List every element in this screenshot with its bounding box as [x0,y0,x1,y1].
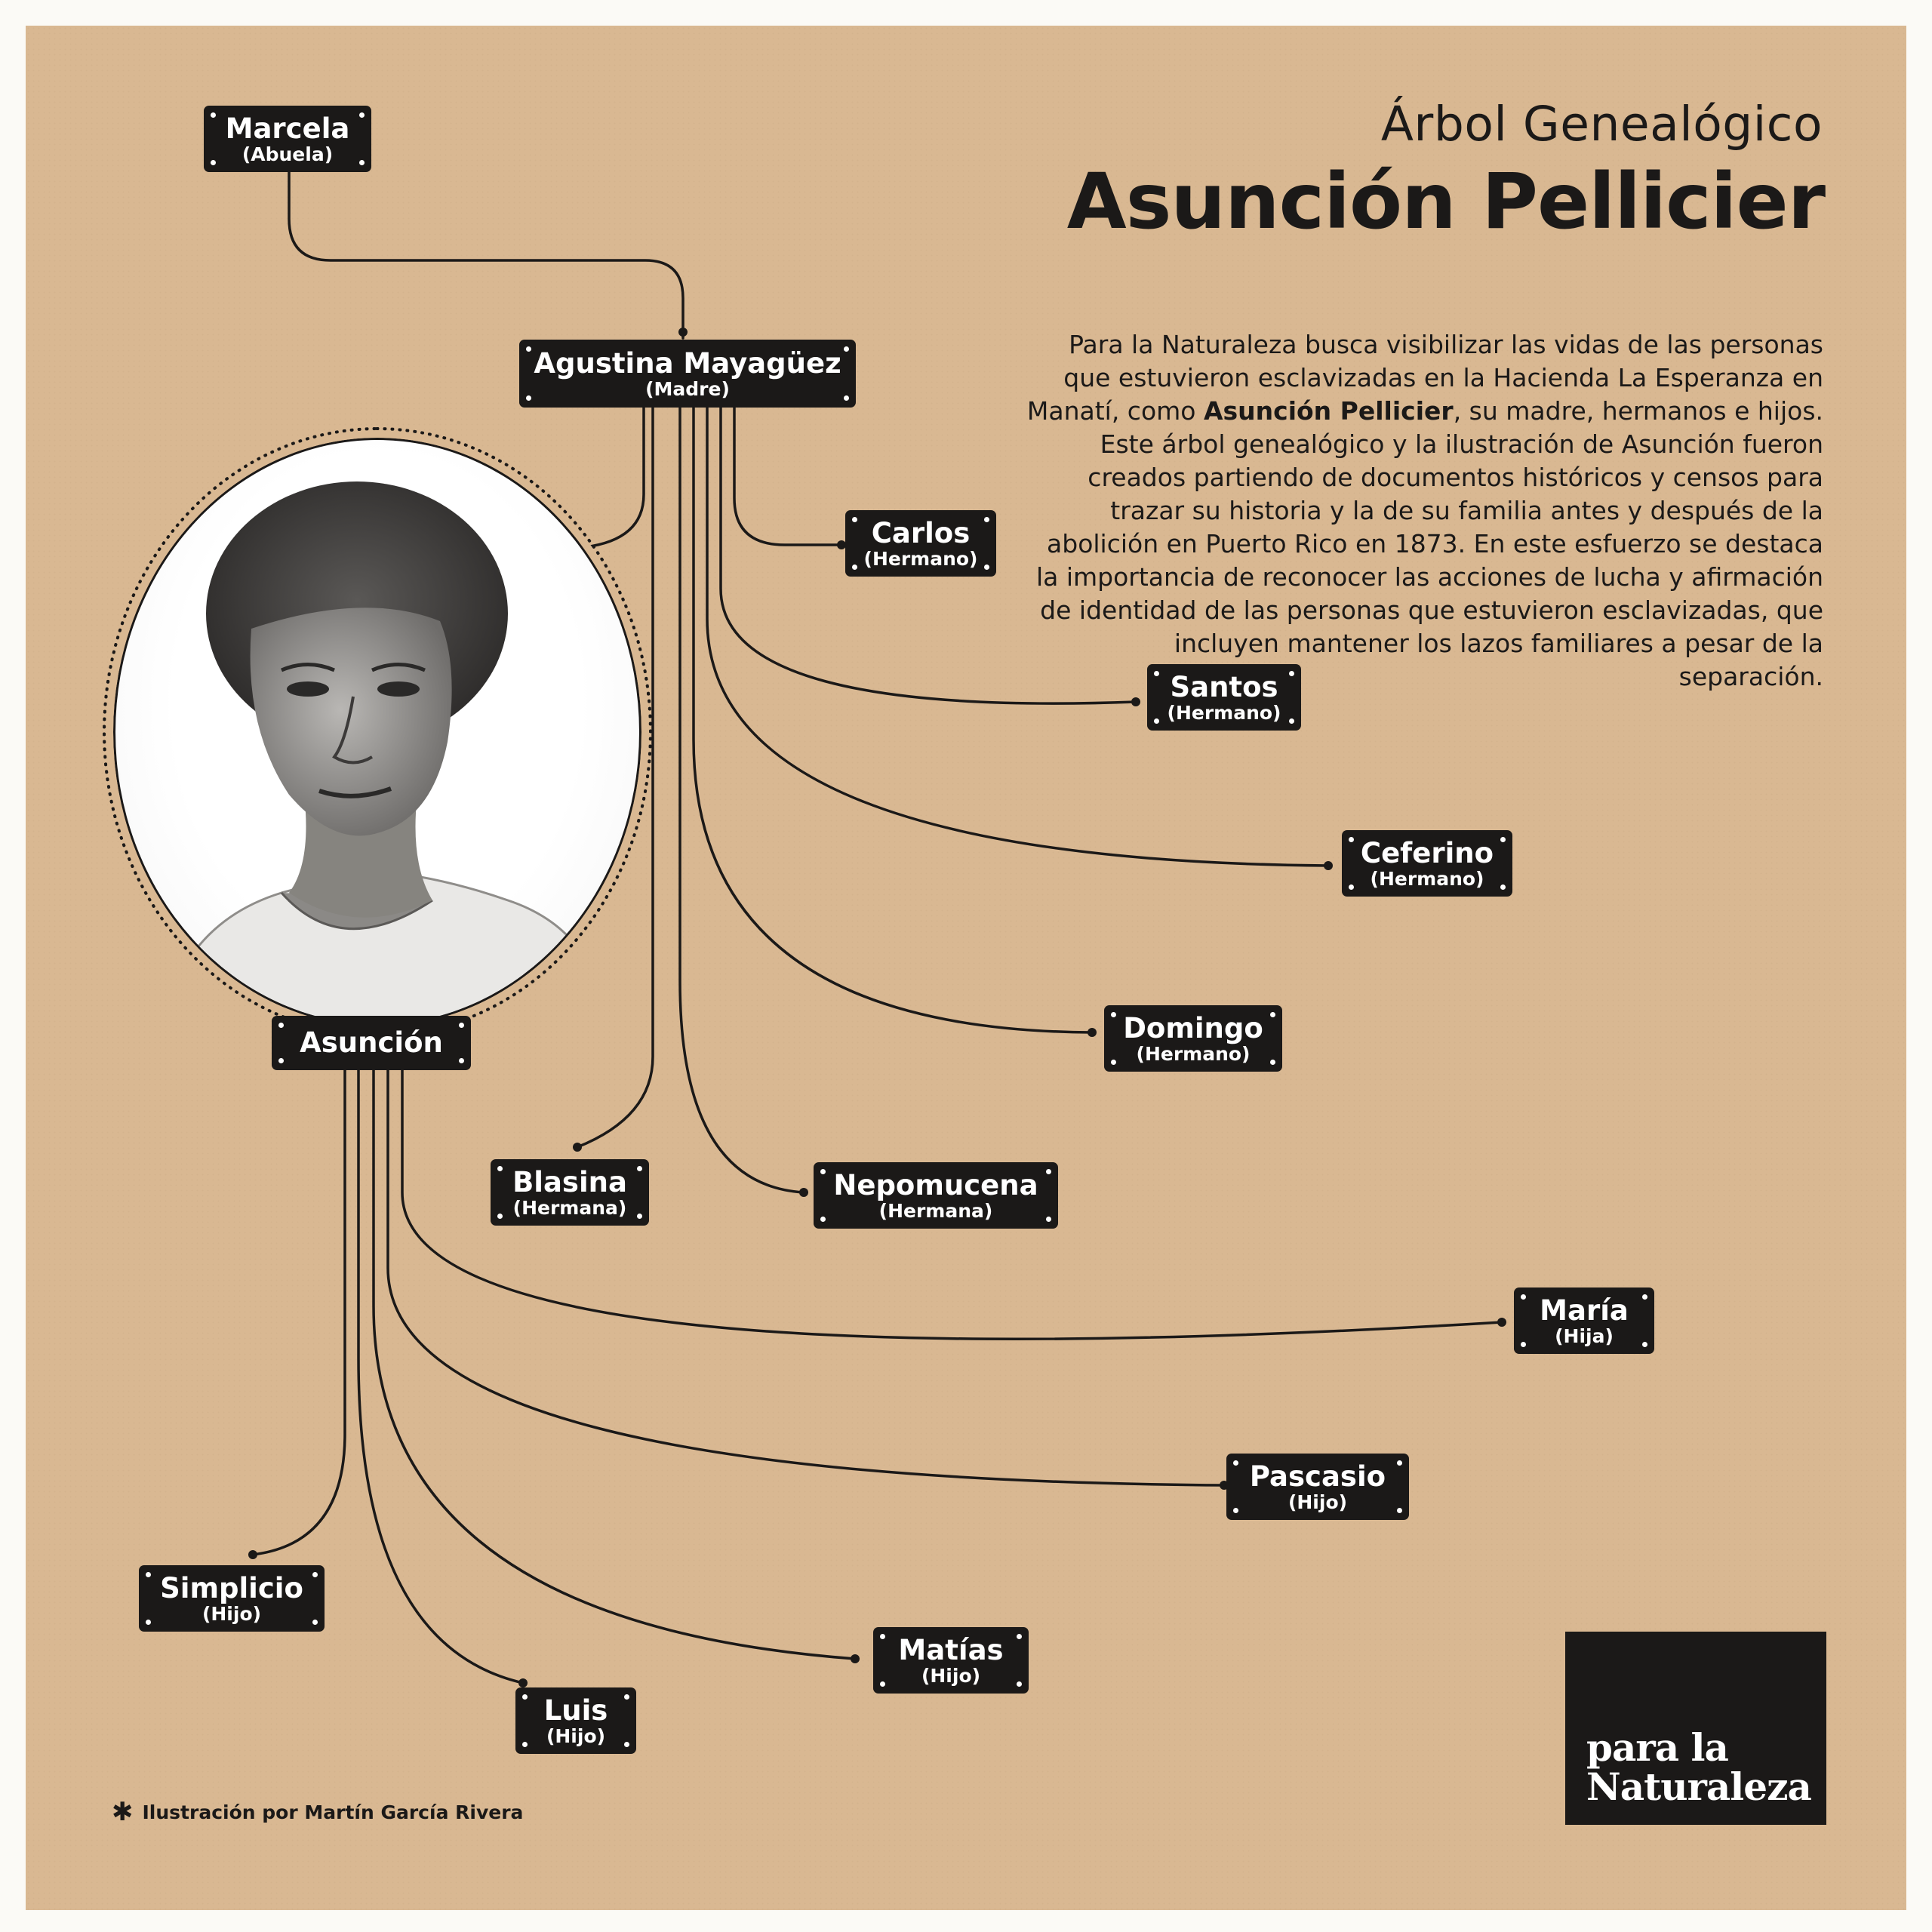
node-role: (Hermano) [1167,701,1281,724]
node-ceferino[interactable] [1342,830,1512,897]
node-role: (Hermano) [1370,867,1484,890]
portrait-illustration [113,438,641,1026]
link-agustina-carlos [734,408,841,545]
node-asuncion[interactable] [272,1016,471,1070]
intro-highlight: Asunción Pellicier [1203,396,1454,426]
node-name: Carlos [871,516,971,549]
asterisk-icon: ✱ [112,1797,134,1827]
node-domingo[interactable] [1104,1005,1282,1072]
node-role: (Abuela) [242,143,334,165]
connector-dot [1131,697,1140,706]
node-nepomucena[interactable] [814,1162,1058,1229]
connector-dot [678,328,688,337]
connector-dot [248,1550,257,1559]
node-name: María [1540,1294,1629,1327]
node-role: (Madre) [645,377,730,400]
node-carlos[interactable] [845,510,996,577]
para-la-naturaleza-logo [1565,1632,1826,1825]
node-pascasio[interactable] [1226,1454,1409,1520]
node-name: Simplicio [160,1571,303,1604]
credit-text: Ilustración por Martín García Rivera [142,1801,524,1823]
node-role: (Hijo) [546,1724,606,1747]
node-role: (Hermano) [1136,1042,1251,1065]
node-name: Luis [543,1694,608,1727]
node-name: Marcela [225,112,350,145]
node-role: (Hermana) [878,1199,993,1222]
link-marcela-agustina [289,172,683,338]
page-title: Asunción Pellicier [1066,157,1825,247]
node-role: (Hijo) [921,1664,981,1687]
node-name: Santos [1170,670,1278,703]
node-name: Asunción [300,1026,443,1059]
connector-dot [518,1678,528,1687]
connector-dot [1088,1028,1097,1037]
logo-line-1: para la [1586,1725,1728,1770]
connector-dot [1324,861,1333,870]
intro-paragraph [1023,328,1823,694]
node-name: Agustina Mayagüez [534,346,841,380]
node-maria[interactable] [1514,1287,1654,1354]
node-marcela[interactable] [204,106,371,172]
node-role: (Hija) [1555,1324,1614,1347]
link-asuncion-simplicio [253,1070,345,1555]
node-santos[interactable] [1147,664,1301,731]
link-agustina-asuncion [585,408,644,547]
node-name: Matías [898,1633,1004,1666]
connector-dot [1497,1318,1506,1327]
illustration-credit [112,1797,524,1827]
node-role: (Hermana) [512,1196,627,1219]
node-luis[interactable] [515,1687,636,1754]
node-agustina[interactable] [519,340,856,408]
subtitle: Árbol Genealógico [1380,97,1823,152]
node-name: Ceferino [1360,836,1494,869]
node-simplicio[interactable] [139,1565,325,1632]
connector-dot [573,1143,582,1152]
node-name: Domingo [1123,1011,1263,1044]
node-role: (Hijo) [202,1602,262,1625]
node-matias[interactable] [873,1627,1029,1694]
node-name: Nepomucena [833,1168,1038,1201]
intro-text-start: Para la Naturaleza busca visibilizar las vidas de las personas que estuvieron esclavizadas en la Hacienda La Esperanza en Manatí, como [1026,330,1823,426]
intro-text-end: , su madre, hermanos e hijos. Este árbol genealógico y la ilustración de Asunción fueron creados partiendo de documentos históricos y censos para trazar su historia y la de su familia antes y después de la abolición en Puerto Rico en 1873. En este esfuerzo se destaca la importancia de reconocer las acciones de lucha y afirmación de identidad de las personas que estuvieron esclavizadas, que incluyen mantener los lazos familiares a pesar de la separación. [1035,396,1823,691]
connector-dot [799,1188,808,1197]
portrait-sketch [115,440,641,1026]
node-role: (Hijo) [1287,1491,1348,1513]
node-name: Pascasio [1249,1460,1386,1493]
node-role: (Hermano) [863,547,978,570]
node-name: Blasina [512,1165,627,1198]
link-asuncion-pascasio [388,1070,1224,1485]
node-blasina[interactable] [491,1159,649,1226]
logo-line-2: Naturaleza [1586,1764,1811,1809]
connector-dot [851,1654,860,1663]
